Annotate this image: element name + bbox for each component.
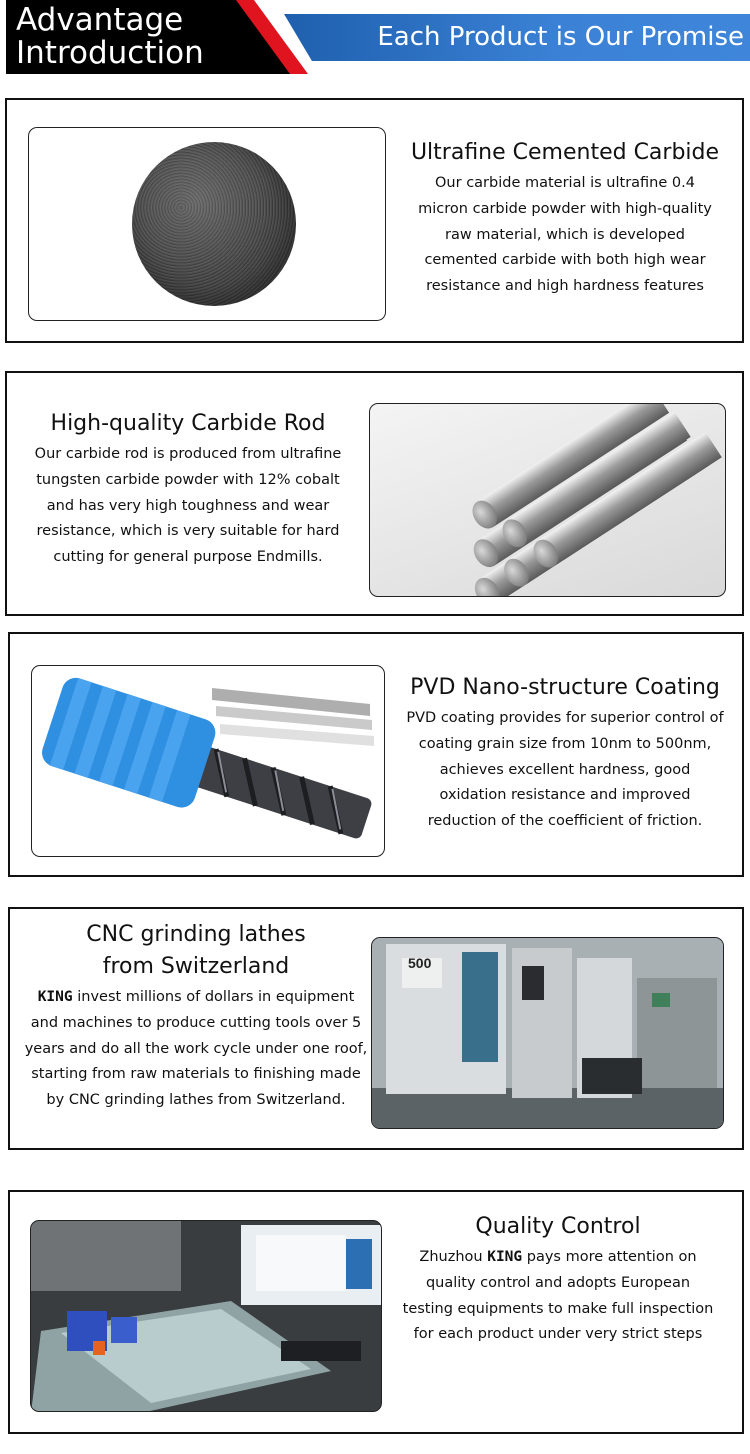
section-title: Ultrafine Cemented Carbide (410, 140, 720, 165)
section-description: PVD coating provides for superior control of coating grain size from 10nm to 500nm, achieves excellent hardness, good oxidation resistance and improved reduction of the coefficient of friction. (406, 710, 724, 830)
section-pvd-coating (8, 632, 744, 877)
section-carbide-rod (5, 371, 744, 616)
cnc-workshop-photo (371, 937, 724, 1129)
section-description-text: invest millions of dollars in equipment and machines to produce cutting tools over 5 years and do all the work cycle under one roof, starting from raw materials to finishing made by CNC grinding lathes from Switzerland. (24, 989, 368, 1109)
section-description-text: pays more attention on quality control and adopts European testing equipments to make full inspection for each product under very strict steps (402, 1249, 714, 1343)
header-slogan: Each Product is Our Promise (377, 22, 744, 52)
section-description (402, 1245, 714, 1348)
section-description-prefix: Zhuzhou (419, 1249, 488, 1265)
section-title: High-quality Carbide Rod (50, 411, 326, 436)
cnc-workshop-illustration (372, 938, 724, 1129)
section-title-line2: from Switzerland (102, 954, 290, 979)
inspection-equipment-photo (30, 1220, 382, 1412)
section-quality-control (8, 1190, 744, 1434)
section-text (27, 407, 349, 571)
section-text (402, 1210, 714, 1348)
brand-king: KING (37, 989, 73, 1005)
section-description (22, 985, 370, 1114)
header-title: Advantage Introduction (16, 2, 204, 71)
machine-label: 500 (408, 955, 432, 971)
section-cnc-grinding (8, 907, 744, 1150)
carbide-powder-photo (28, 127, 386, 321)
carbide-rods-photo (369, 403, 726, 597)
section-text (22, 919, 370, 1114)
section-description: Our carbide material is ultrafine 0.4 micron carbide powder with high-quality raw material, which is developed cemented carbide with both high wear resistance and high hardness features (418, 175, 712, 295)
section-title: Quality Control (475, 1214, 641, 1239)
section-title-line1: CNC grinding lathes (86, 922, 306, 947)
coated-endmill-photo (31, 665, 385, 857)
inspection-illustration (31, 1221, 382, 1412)
section-ultrafine-carbide (5, 98, 744, 343)
endmill-illustration (32, 666, 385, 857)
page-header (0, 0, 750, 78)
carbide-rods-illustration (370, 404, 726, 597)
section-title: PVD Nano-structure Coating (410, 675, 720, 700)
section-text (409, 136, 721, 300)
section-description: Our carbide rod is produced from ultrafine tungsten carbide powder with 12% cobalt and has very high toughness and wear resistance, which is very suitable for hard cutting for general purpose Endmills. (34, 446, 342, 566)
powder-pile (132, 142, 296, 306)
section-text (404, 671, 726, 835)
brand-king: KING (487, 1249, 523, 1265)
